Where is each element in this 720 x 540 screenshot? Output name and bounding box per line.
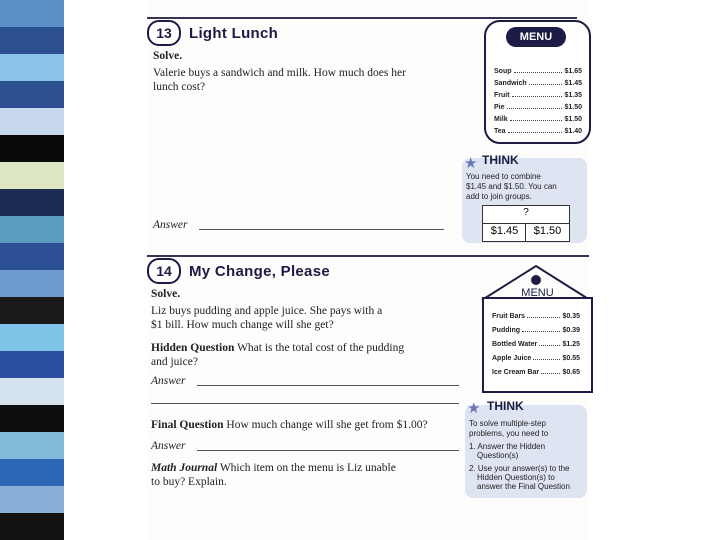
menu-item-name: Pudding xyxy=(492,327,520,334)
menu-item-price: $1.65 xyxy=(564,68,582,75)
strip-cell xyxy=(0,216,64,243)
menu-item xyxy=(494,80,582,87)
header-rule-13 xyxy=(147,17,577,19)
strip-cell xyxy=(0,27,64,54)
strip-cell xyxy=(0,135,64,162)
problem-title: Light Lunch xyxy=(189,24,279,42)
strip-cell xyxy=(0,54,64,81)
menu-item xyxy=(492,355,580,362)
menu-item-name: Fruit Bars xyxy=(492,313,526,320)
leader-dots xyxy=(512,92,563,97)
solve-label: Solve. xyxy=(151,288,181,300)
leader-dots xyxy=(527,313,560,318)
hidden-question xyxy=(151,341,404,355)
menu-item-name: Bottled Water xyxy=(492,341,538,348)
leader-dots xyxy=(514,68,563,73)
strip-cell xyxy=(0,324,64,351)
final-question-label: Final Question xyxy=(151,419,224,431)
menu-item-price: $1.50 xyxy=(564,116,582,123)
leader-dots xyxy=(507,104,563,109)
leader-dots xyxy=(529,80,563,85)
menu-item-price: $1.40 xyxy=(564,128,582,135)
leader-dots xyxy=(541,369,560,374)
problem-14-header xyxy=(147,258,330,284)
problem-text: lunch cost? xyxy=(153,81,206,93)
problem-number-badge: 13 xyxy=(147,20,181,46)
problem-13-header xyxy=(147,20,278,46)
menu-card xyxy=(482,287,593,393)
menu-item xyxy=(494,92,582,99)
work-line[interactable] xyxy=(151,403,459,404)
math-journal-text: Which item on the menu is Liz unable xyxy=(219,462,396,474)
final-question-text: How much change will she get from $1.00? xyxy=(226,419,428,431)
leader-dots xyxy=(522,327,560,332)
decorative-color-strip xyxy=(0,0,64,540)
math-journal-label: Math Journal xyxy=(151,462,218,474)
hidden-question-text: What is the total cost of the pudding xyxy=(237,342,405,354)
header-rule-14 xyxy=(147,255,589,257)
answer-line[interactable] xyxy=(197,450,459,451)
menu-item xyxy=(494,68,582,75)
menu-item-price: $0.39 xyxy=(562,327,580,334)
menu-item-name: Milk xyxy=(494,116,508,123)
menu-item xyxy=(494,116,582,123)
menu-title: MENU xyxy=(521,287,554,299)
strip-cell xyxy=(0,243,64,270)
menu-item-price: $1.45 xyxy=(564,80,582,87)
menu-item-price: $1.50 xyxy=(564,104,582,111)
star-icon: ★ xyxy=(464,156,478,172)
menu-item-price: $0.65 xyxy=(562,369,580,376)
problem-title: My Change, Please xyxy=(189,262,330,280)
strip-cell xyxy=(0,486,64,513)
menu-item xyxy=(494,104,582,111)
part-value: $1.50 xyxy=(533,225,562,237)
math-journal xyxy=(151,461,396,475)
strip-cell xyxy=(0,189,64,216)
menu-item-name: Apple Juice xyxy=(492,355,532,362)
think-step: answer the Final Question xyxy=(477,482,570,491)
menu-item xyxy=(492,327,580,334)
strip-cell xyxy=(0,0,64,27)
leader-dots xyxy=(510,116,563,121)
strip-cell xyxy=(0,405,64,432)
menu-item-price: $1.35 xyxy=(564,92,582,99)
think-text: You need to combine xyxy=(466,172,541,181)
think-title: THINK xyxy=(487,399,524,413)
think-box xyxy=(465,399,587,498)
menu-item xyxy=(492,313,580,320)
leader-dots xyxy=(533,355,560,360)
strip-cell xyxy=(0,297,64,324)
think-step: 2. Use your answer(s) to the xyxy=(469,464,570,473)
part-whole-box-top xyxy=(482,205,570,224)
think-text: $1.45 and $1.50. You can xyxy=(466,182,557,191)
strip-cell xyxy=(0,108,64,135)
math-journal-text: to buy? Explain. xyxy=(151,476,227,488)
hidden-question-text: and juice? xyxy=(151,356,198,368)
strip-cell xyxy=(0,162,64,189)
menu-item-name: Tea xyxy=(494,128,506,135)
answer-line[interactable] xyxy=(199,229,444,230)
menu-item-price: $0.55 xyxy=(562,355,580,362)
think-text: problems, you need to xyxy=(469,429,549,438)
answer-line[interactable] xyxy=(197,385,459,386)
think-text: To solve multiple-step xyxy=(469,419,546,428)
menu-item-price: $1.25 xyxy=(562,341,580,348)
menu-item-name: Ice Cream Bar xyxy=(492,369,540,376)
leader-dots xyxy=(539,341,560,346)
think-step: Question(s) xyxy=(477,451,519,460)
think-step: Hidden Question(s) to xyxy=(477,473,555,482)
answer-label: Answer xyxy=(151,440,186,452)
menu-item xyxy=(492,369,580,376)
menu-item-name: Sandwich xyxy=(494,80,527,87)
part-box-left xyxy=(482,223,527,242)
strip-cell xyxy=(0,378,64,405)
menu-item xyxy=(492,341,580,348)
hidden-question-label: Hidden Question xyxy=(151,342,235,354)
part-box-right xyxy=(525,223,570,242)
leader-dots xyxy=(508,128,563,133)
answer-label: Answer xyxy=(153,219,188,231)
strip-cell xyxy=(0,351,64,378)
strip-cell xyxy=(0,432,64,459)
menu-card xyxy=(484,20,591,144)
think-box xyxy=(462,153,587,243)
star-icon: ★ xyxy=(467,401,481,417)
menu-item-name: Soup xyxy=(494,68,512,75)
problem-text: $1 bill. How much change will she get? xyxy=(151,319,334,331)
problem-text: Liz buys pudding and apple juice. She pays with a xyxy=(151,305,383,317)
problem-number-badge: 14 xyxy=(147,258,181,284)
answer-label: Answer xyxy=(151,375,186,387)
problem-text: Valerie buys a sandwich and milk. How much does her xyxy=(153,67,406,79)
worksheet-scan xyxy=(147,0,589,540)
menu-item-price: $0.35 xyxy=(562,313,580,320)
menu-item-name: Fruit xyxy=(494,92,510,99)
menu-item xyxy=(494,128,582,135)
strip-cell xyxy=(0,513,64,540)
think-title: THINK xyxy=(482,153,519,167)
think-step: 1. Answer the Hidden xyxy=(469,442,546,451)
solve-label: Solve. xyxy=(153,50,183,62)
strip-cell xyxy=(0,459,64,486)
part-value: $1.45 xyxy=(490,225,519,237)
strip-cell xyxy=(0,270,64,297)
final-question xyxy=(151,418,428,432)
strip-cell xyxy=(0,81,64,108)
think-text: add to join groups. xyxy=(466,192,532,201)
unknown-total: ? xyxy=(523,207,529,218)
menu-title: MENU xyxy=(506,27,566,47)
menu-item-name: Pie xyxy=(494,104,505,111)
